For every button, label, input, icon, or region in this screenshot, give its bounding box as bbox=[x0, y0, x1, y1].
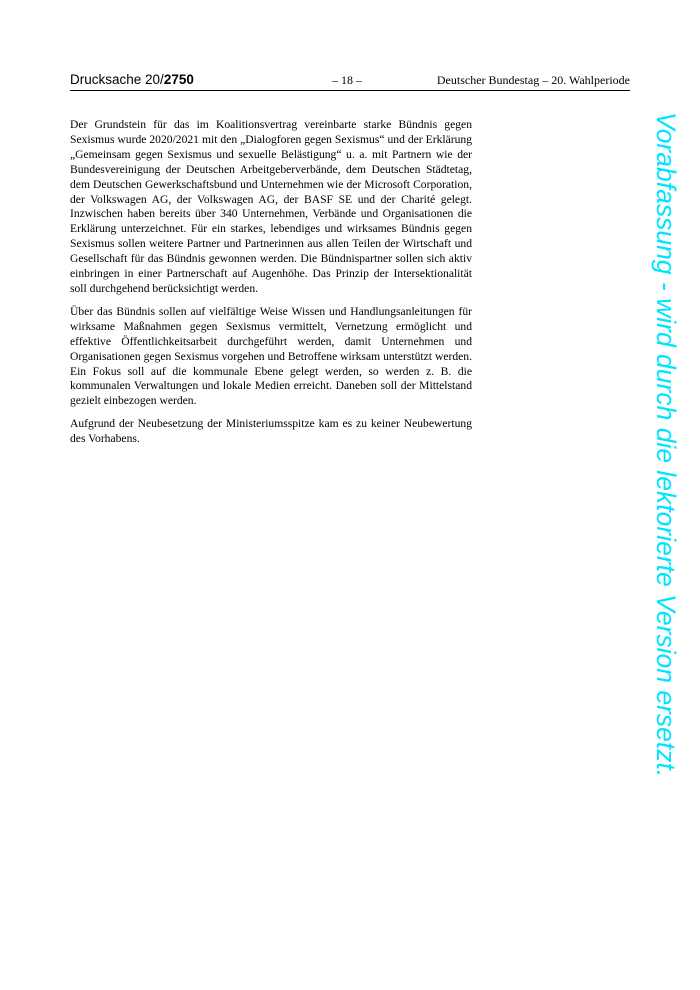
body-text bbox=[70, 118, 472, 455]
document-number-value: 2750 bbox=[163, 72, 194, 87]
paragraph-1: Der Grundstein für das im Koalitionsvertrag vereinbarte starke Bündnis gegen Sexismus wurde 2020/2021 mit den „Dialogforen gegen Sexismus“ und der Erklärung „Gemeinsam gegen Sexismus und sexuelle Belästigung“ u. a. mit Partnern wie der Bundesvereinigung der Deutschen Arbeitgeberverbände, dem Deutschen Städtetag, dem Deutschen Gewerkschaftsbund und Unternehmen wie der Microsoft Corporation, der Volkswagen AG, der Volkswagen AG, der BASF SE und der Charité gelegt. Inzwischen haben bereits über 340 Unternehmen, Verbände und Organisationen die Erklärung unterzeichnet. Für ein starkes, lebendiges und wirksames Bündnis gegen Sexismus sollen weitere Partner und Partnerinnen aus allen Teilen der Wirtschaft und Gesellschaft für das Bündnis gewonnen werden. Die Bündnispartner sollen sich aktiv einbringen in einer Partnerschaft auf Augenhöhe. Das Prinzip der Intersektionalität soll durchgehend berücksichtigt werden. bbox=[70, 118, 472, 295]
paragraph-3: Aufgrund der Neubesetzung der Ministeriumsspitze kam es zu keiner Neubewertung des Vorhabens. bbox=[70, 417, 472, 446]
document-number bbox=[70, 72, 194, 87]
page-number: – 18 – bbox=[332, 73, 362, 87]
watermark: Vorabfassung - wird durch die lektorierte Version ersetzt. bbox=[651, 112, 681, 778]
page-header bbox=[70, 70, 630, 91]
publisher: Deutscher Bundestag – 20. Wahlperiode bbox=[436, 73, 630, 87]
paragraph-2: Über das Bündnis sollen auf vielfältige Weise Wissen und Handlungsanleitungen für wirksame Maßnahmen gegen Sexismus vermittelt, Vernetzung ermöglicht und effektive Öffentlichkeitsarbeit durchgeführt werden, damit Unternehmen und Organisationen gegen Sexismus vorgehen und Betroffene wirksam unterstützt werden. Ein Fokus soll auf die kommunale Ebene gelegt werden, so werden z. B. die kommunalen Verwaltungen und lokale Medien erreicht. Daneben soll der Mittelstand gezielt einbezogen werden. bbox=[70, 304, 472, 408]
document-number-prefix: 20/ bbox=[145, 72, 164, 87]
document-label: Drucksache bbox=[70, 72, 146, 87]
